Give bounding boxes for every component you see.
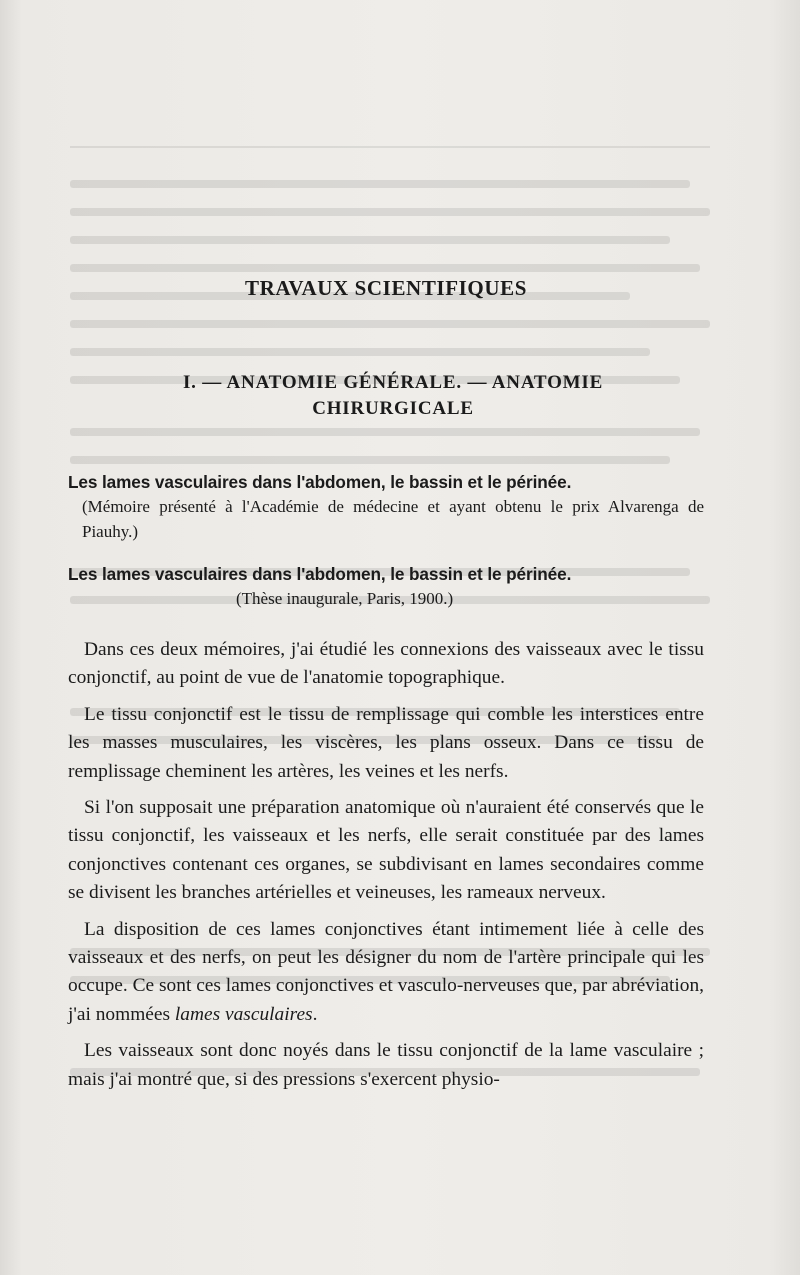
main-title: TRAVAUX SCIENTIFIQUES [245,276,527,300]
work-title: Les lames vasculaires dans l'abdomen, le bassin et le périnée. [68,472,572,492]
work-note: (Mémoire présenté à l'Académie de médecine et ayant obtenu le prix Alvarenga de Piauhy.) [82,497,704,541]
paragraph-2: Le tissu conjonctif est le tissu de remplissage qui comble les interstices entre les masses musculaires, les viscères, les plans osseux. Dans ce tissu de remplissage cheminent les artères, les veines et les nerfs. [68,703,704,782]
paragraph-5: Les vaisseaux sont donc noyés dans le tissu conjonctif de la lame vasculaire ; mais j'ai montré que, si des pressions s'exercent physio- [68,1040,704,1090]
paragraph-3: Si l'on supposait une préparation anatomique où n'auraient été conservés que le tissu conjonctif, les vaisseaux et les nerfs, elle serait constituée par des lames conjonctives contenant ces organes, se subdivisant en lames secondaires comme se divisent les branches artérielles et veineuses, les rameaux nerveux. [68,797,704,904]
work-entry-1 [68,470,704,544]
work-title: Les lames vasculaires dans l'abdomen, le bassin et le périnée. [68,564,572,584]
paragraph-4 [68,916,704,1030]
paragraph-4-end: . [312,1003,318,1025]
section-heading: I. — ANATOMIE GÉNÉRALE. — ANATOMIE CHIRURGICALE [182,372,604,419]
body-text [68,636,704,1102]
work-entry-2 [68,562,704,611]
paragraph-4-emphasis: lames vasculaires [174,1003,313,1025]
paragraph-1: Dans ces deux mémoires, j'ai étudié les connexions des vaisseaux avec le tissu conjonctif, au point de vue de l'anatomie topographique. [68,639,704,689]
work-note: (Thèse inaugurale, Paris, 1900.) [236,589,454,608]
paragraph-4-text: La disposition de ces lames conjonctives étant intimement liée à celle des vaisseaux et des nerfs, on peut les désigner du nom de l'artère principale qui les occupe. Ce sont ces lames conjonctives et vasculo-nerveuses que, par abréviation, j'ai nommées [68,918,704,1025]
bleed-through-rule [70,146,710,148]
